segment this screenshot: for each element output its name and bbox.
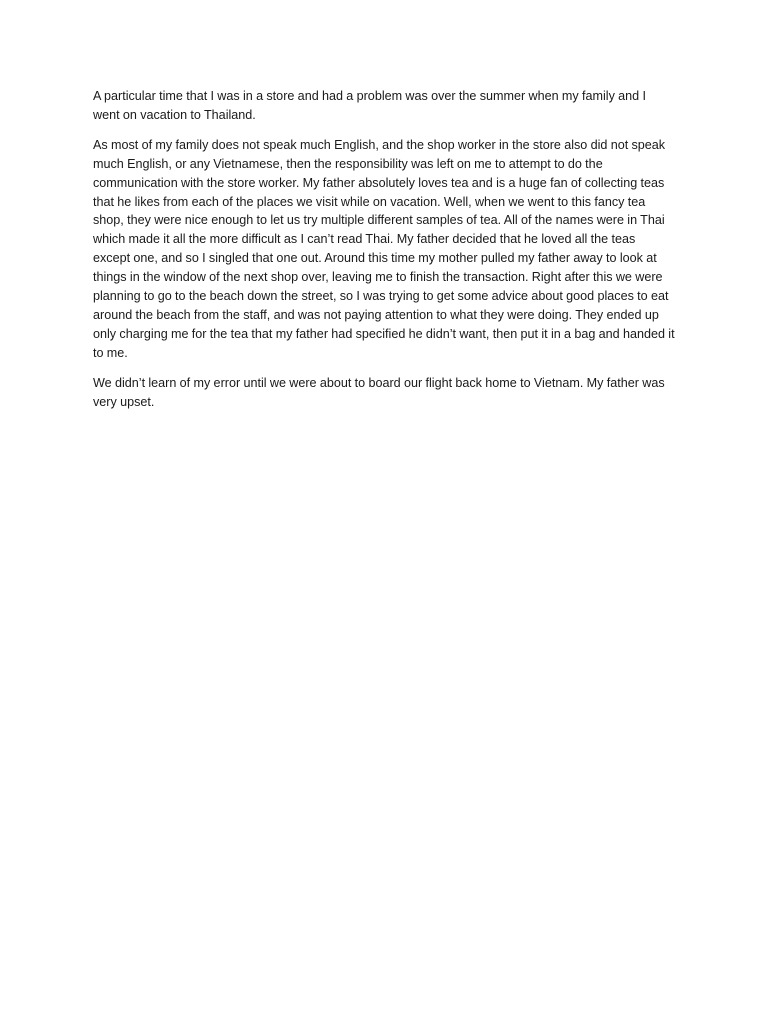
paragraph-3: We didn’t learn of my error until we were about to board our flight back home to Vietnam. My father was very upset. xyxy=(93,375,665,409)
paragraph-2: As most of my family does not speak much English, and the shop worker in the store also did not speak much English, or any Vietnamese, then the responsibility was left on me to attempt to do the communication with the store worker. My father absolutely loves tea and is a huge fan of collecting teas that he likes from each of the places we visit while on vacation. Well, when we went to this fancy tea shop, they were nice enough to let us try multiple different samples of tea. All of the names were in Thai which made it all the more difficult as I can’t read Thai. My father decided that he loved all the teas except one, and so I singled that one out. Around this time my mother pulled my father away to look at things in the window of the next shop over, leaving me to finish the transaction. Right after this we were planning to go to the beach down the street, so I was trying to get some advice about good places to eat around the beach from the staff, and was not paying attention to what they were doing. They ended up only charging me for the tea that my father had specified he didn’t want, then put it in a bag and handed it to me. xyxy=(93,137,675,360)
paragraph-1: A particular time that I was in a store and had a problem was over the summer when my family and I went on vacation to Thailand. xyxy=(93,89,646,122)
document-body xyxy=(93,87,675,423)
